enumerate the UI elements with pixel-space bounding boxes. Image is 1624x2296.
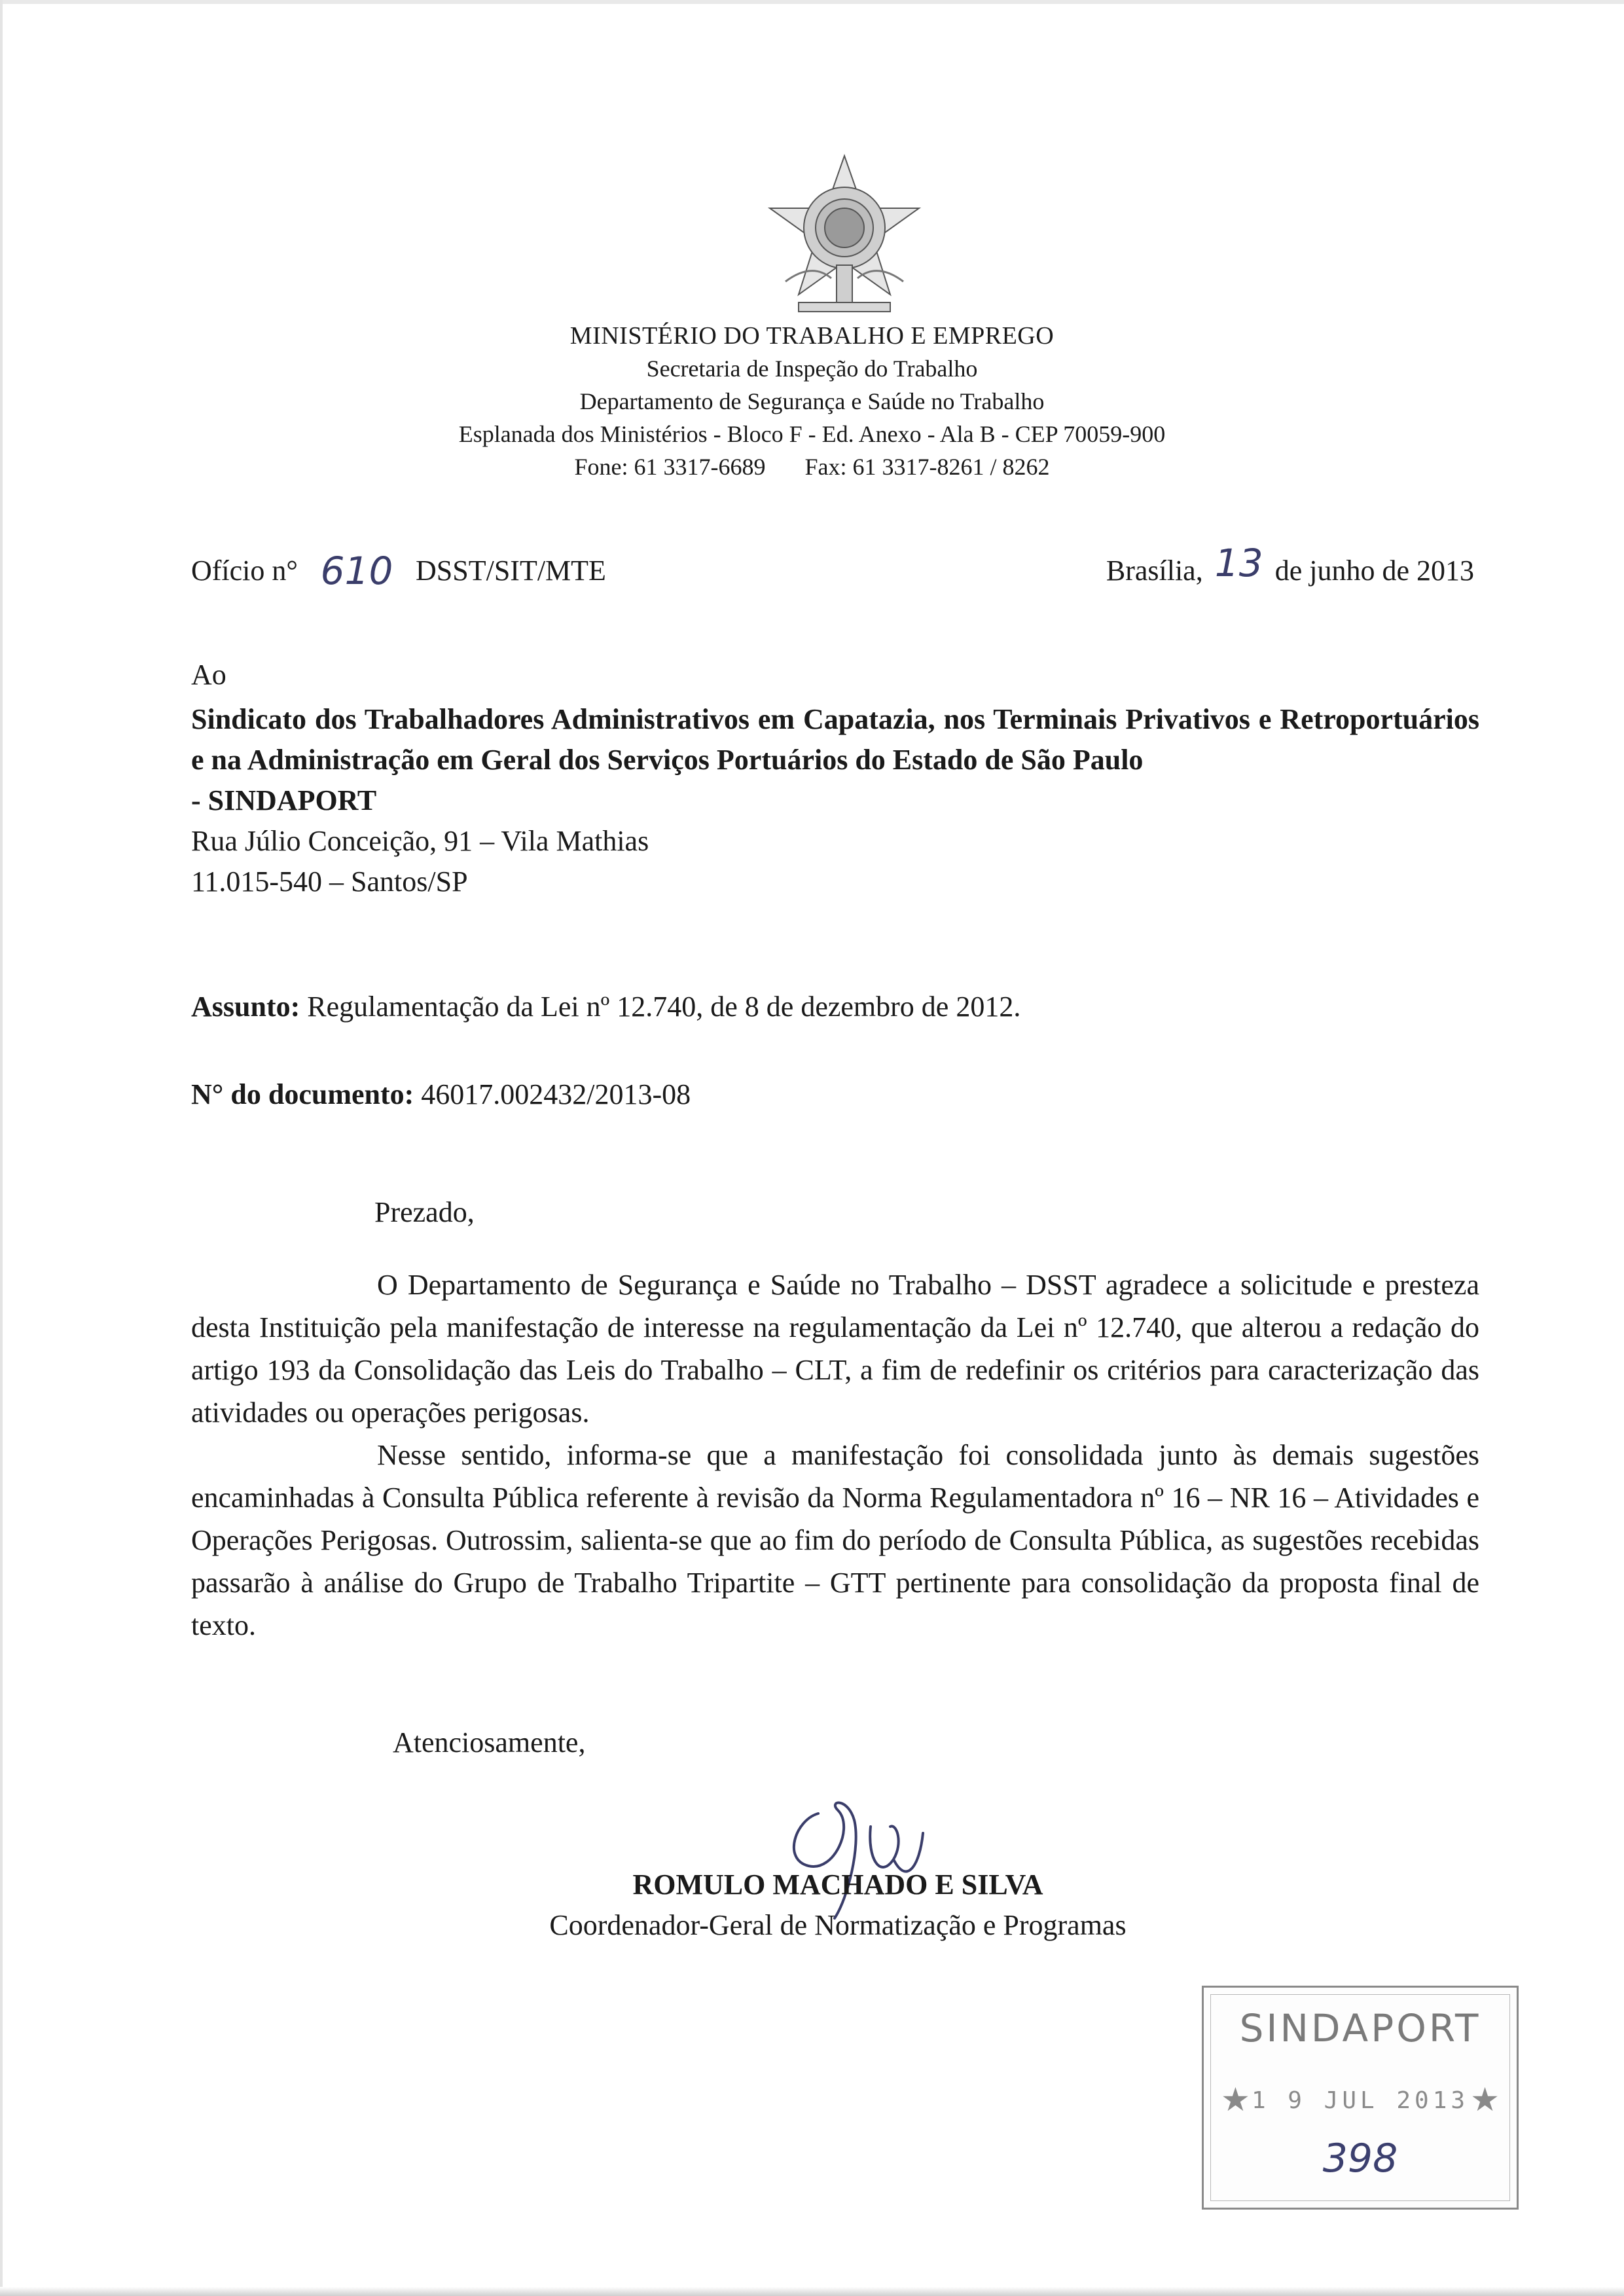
letter-body — [191, 1264, 1479, 1647]
date-rest: de junho de 2013 — [1274, 555, 1474, 587]
signer-block — [0, 1865, 1624, 1946]
document-number-line — [191, 1078, 691, 1111]
recipient-street: Rua Júlio Conceição, 91 – Vila Mathias — [191, 825, 649, 857]
receipt-stamp — [1202, 1986, 1519, 2210]
salutation-to: Ao — [191, 659, 226, 691]
stamp-number-handwritten: 398 — [1322, 2136, 1398, 2181]
recipient-acronym: - SINDAPORT — [191, 784, 377, 816]
star-icon: ★ — [1221, 2081, 1250, 2118]
stamp-date: 1 9 JUL 2013 — [1251, 2087, 1470, 2114]
secretariat-name: Secretaria de Inspeção do Trabalho — [646, 355, 978, 382]
greeting: Prezado, — [374, 1196, 475, 1228]
scan-edge-bottom — [0, 2287, 1624, 2296]
ministry-name: MINISTÉRIO DO TRABALHO E EMPREGO — [569, 322, 1055, 350]
contact-line — [0, 450, 1624, 483]
office-suffix: DSST/SIT/MTE — [416, 555, 606, 587]
body-paragraph: O Departamento de Segurança e Saúde no Trabalho – DSST agradece a solicitude e presteza desta Instituição pela manifestação de interesse na regulamentação da Lei nº 12.740, que alterou a redação do artigo 193 da Consolidação das Leis do Trabalho – CLT, a fim de redefinir os critérios para caracterização das atividades ou operações perigosas. — [191, 1269, 1479, 1429]
fax: Fax: 61 3317-8261 / 8262 — [804, 454, 1050, 480]
ministry-address: Esplanada dos Ministérios - Bloco F - Ed. Anexo - Ala B - CEP 70059-900 — [458, 421, 1166, 447]
recipient-postal: 11.015-540 – Santos/SP — [191, 866, 468, 898]
closing: Atenciosamente, — [393, 1726, 586, 1758]
office-reference — [191, 545, 606, 593]
stamp-title: SINDAPORT — [1239, 2006, 1481, 2050]
recipient-name: Sindicato dos Trabalhadores Administrativos em Capatazia, nos Terminais Privativos e Retroportuários e na Administração em Geral dos Serviços Portuários do Estado de São Paulo — [191, 703, 1479, 776]
office-number-handwritten: 610 — [320, 549, 393, 593]
star-icon: ★ — [1470, 2081, 1500, 2118]
signer-name: ROMULO MACHADO E SILVA — [632, 1868, 1043, 1901]
department-name: Departamento de Segurança e Saúde no Trabalho — [579, 388, 1045, 414]
scan-edge-top — [0, 0, 1624, 4]
city: Brasília, — [1106, 555, 1203, 587]
body-paragraph: Nesse sentido, informa-se que a manifestação foi consolidada junto às demais sugestões encaminhadas à Consulta Pública referente à revisão da Norma Regulamentadora nº 16 – NR 16 – Atividades e Operações Perigosas. Outrossim, salienta-se que ao fim do período de Consulta Pública, as sugestões recebidas passarão à análise do Grupo de Trabalho Tripartite – GTT pertinente para consolidação da proposta final de texto. — [191, 1439, 1479, 1641]
document-number-value: 46017.002432/2013-08 — [421, 1078, 691, 1110]
office-prefix: Ofício n° — [191, 555, 298, 587]
document-number-label: N° do documento: — [191, 1078, 414, 1110]
day-handwritten: 13 — [1214, 541, 1263, 585]
coat-of-arms-icon — [759, 151, 929, 321]
signer-title: Coordenador-Geral de Normatização e Programas — [549, 1909, 1127, 1941]
letterhead — [0, 319, 1624, 483]
subject-text: Regulamentação da Lei nº 12.740, de 8 de dezembro de 2012. — [307, 991, 1021, 1023]
subject-label: Assunto: — [191, 991, 300, 1023]
addressee-block — [191, 655, 1479, 902]
phone: Fone: 61 3317-6689 — [574, 454, 766, 480]
subject-line — [191, 990, 1020, 1023]
reference-row — [191, 537, 1474, 593]
letter-date — [1106, 541, 1474, 589]
